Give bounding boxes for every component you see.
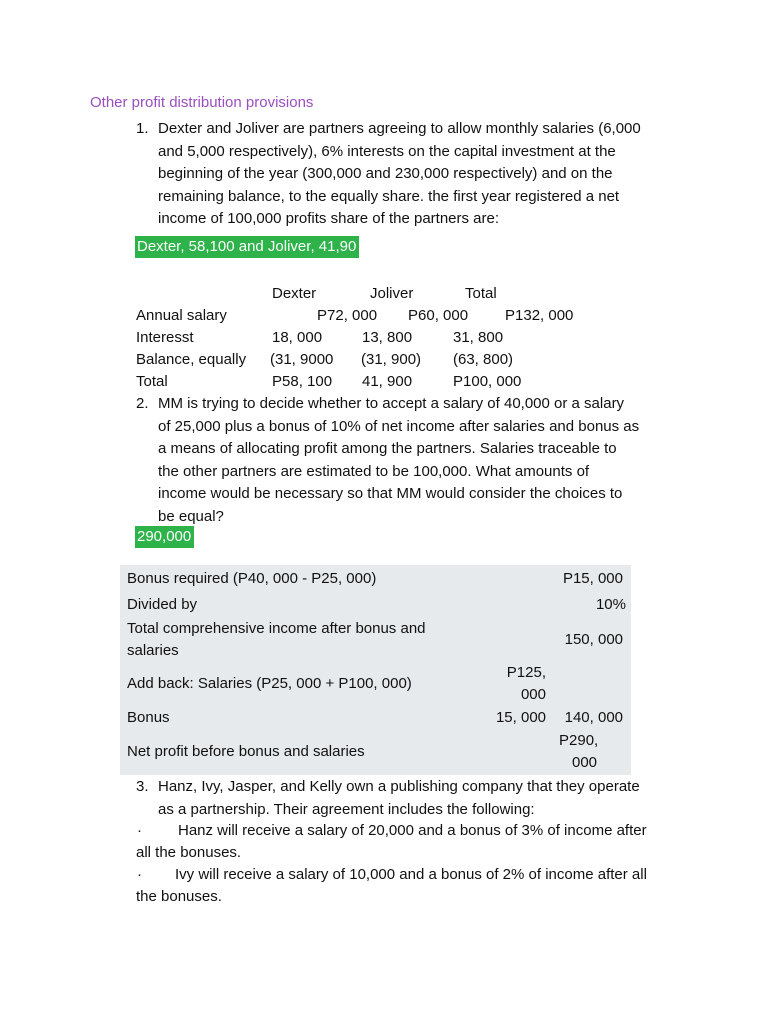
add-back-detail: Salaries (P25, 000 + P100, 000) <box>193 675 412 692</box>
table2-cell-right: 10% <box>595 596 626 613</box>
q2-line: a means of allocating profit among the partners. Salaries traceable to <box>158 440 617 457</box>
bullet-text: Ivy will receive a salary of 10,000 and a bonus of 2% of income after all <box>175 866 647 883</box>
bullet-text: Hanz will receive a salary of 20,000 and a bonus of 3% of income after <box>178 822 647 839</box>
table2-row-label: Bonus <box>127 709 170 726</box>
table1-row-label: Total <box>136 373 168 390</box>
table1-row-label: Annual salary <box>136 307 227 324</box>
q2-line: MM is trying to decide whether to accept a salary of 40,000 or a salary <box>158 395 625 412</box>
q3-text <box>158 776 678 821</box>
table1-header-total: Total <box>465 285 497 302</box>
table2-row-label: Divided by <box>127 596 198 613</box>
q1-text <box>158 118 678 231</box>
table2-cell-right: 140, 000 <box>564 709 623 726</box>
table2-row-label: Bonus required (P40, 000 - P25, 000) <box>127 570 377 587</box>
table1-header-joliver: Joliver <box>370 285 414 302</box>
table1-row-label: Interesst <box>136 329 194 346</box>
q1-line: Dexter and Joliver are partners agreeing to allow monthly salaries (6,000 <box>158 120 641 137</box>
q1-line: remaining balance, to the equally share. the first year registered a net <box>158 187 620 205</box>
table1-cell: P100, 000 <box>453 373 522 390</box>
table2-cell-right: P15, 000 <box>562 570 623 587</box>
table1-cell: 31, 800 <box>453 329 504 346</box>
q1-line: income of 100,000 profits share of the partners are: <box>158 210 500 227</box>
bullet-dot: · <box>137 822 142 839</box>
table2-cell-mid-cont: 000 <box>520 686 546 703</box>
table1-cell: 41, 900 <box>362 373 413 390</box>
table1-cell: (31, 900) <box>361 351 422 368</box>
table2-cell-mid: P125, <box>506 664 546 681</box>
q2-number: 2. <box>136 395 149 412</box>
table2-cell-mid: 15, 000 <box>495 709 546 726</box>
q3-line: Hanz, Ivy, Jasper, and Kelly own a publishing company that they operate <box>158 778 640 795</box>
table1-cell: P132, 000 <box>505 307 574 324</box>
table1-cell: P72, 000 <box>317 307 378 324</box>
table1-header-dexter: Dexter <box>272 285 317 302</box>
q3-number: 3. <box>136 778 149 795</box>
bullet-text-cont: all the bonuses. <box>136 844 242 861</box>
q1-line: and 5,000 respectively), 6% interests on the capital investment at the <box>158 142 616 160</box>
q2-line: the other partners are estimated to be 100,000. What amounts of <box>158 462 590 480</box>
table2-cell-right: P290, <box>559 732 599 749</box>
table1-cell: P58, 100 <box>272 373 333 390</box>
q3-line: as a partnership. Their agreement includes the following: <box>158 800 535 818</box>
table2-cell-right-cont: 000 <box>572 754 598 771</box>
q2-line: income would be necessary so that MM would consider the choices to <box>158 485 623 502</box>
q2-line: be equal? <box>158 507 224 525</box>
add-back-label: Add back: <box>127 675 194 692</box>
table2-cell-right: 150, 000 <box>564 631 623 648</box>
bullet-dot: · <box>137 866 142 883</box>
table2-row-label <box>127 673 412 695</box>
q2-answer-highlight: 290,000 <box>135 526 194 548</box>
bullet-text-cont: the bonuses. <box>136 888 222 905</box>
q1-line: beginning of the year (300,000 and 230,000 respectively) and on the <box>158 165 613 182</box>
table2-row-label: Net profit before bonus and salaries <box>127 743 365 760</box>
table1-cell: (31, 9000 <box>270 351 334 368</box>
table2-row-label-cont: salaries <box>127 642 179 659</box>
table1-cell: P60, 000 <box>408 307 469 324</box>
q1-answer-highlight: Dexter, 58,100 and Joliver, 41,90 <box>135 236 359 258</box>
table1-cell: (63, 800) <box>453 351 514 368</box>
table2-row-label: Total comprehensive income after bonus and <box>127 620 426 637</box>
table1-row-label: Balance, equally <box>136 351 247 368</box>
section-heading: Other profit distribution provisions <box>90 94 314 111</box>
q2-line: of 25,000 plus a bonus of 10% of net income after salaries and bonus as <box>158 417 640 435</box>
q2-text <box>158 393 678 528</box>
table1-cell: 18, 000 <box>272 329 323 346</box>
q1-number: 1. <box>136 120 149 137</box>
table1-cell: 13, 800 <box>362 329 413 346</box>
